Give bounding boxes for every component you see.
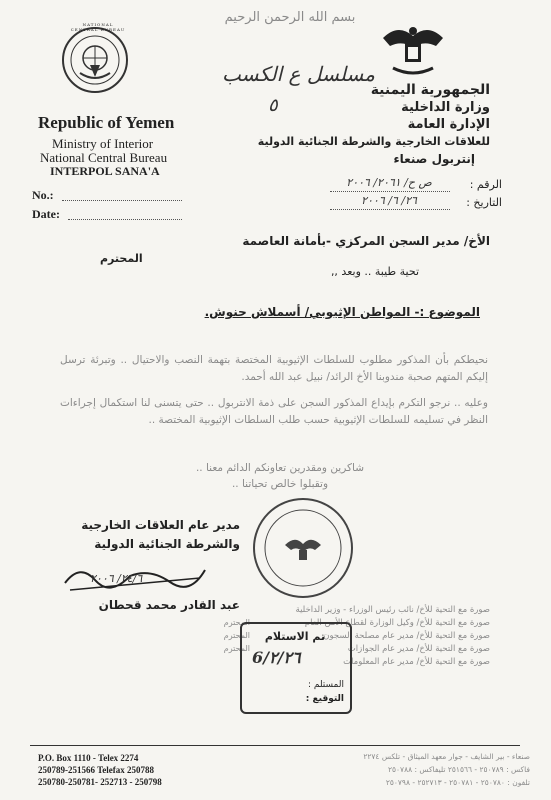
copy-honorific: المحترم (223, 618, 250, 627)
country-en: Republic of Yemen (38, 113, 175, 132)
closing-line-2: وتقبلوا خالص تحياتنا .. (231, 478, 329, 490)
ref-date-value: ٢٦/ ٦/ ٢٠٠٦ (361, 194, 417, 207)
date-field-line (68, 219, 182, 220)
signatory-title-2: والشرطة الجنائية الدولية (94, 537, 240, 551)
addressee: الأخ/ مدير السجن المركزي -بأمانة العاصمة (242, 234, 490, 248)
basmala: بسم الله الرحمن الرحيم (224, 10, 356, 25)
ministry-en: Ministry of Interior (52, 136, 154, 151)
footer-line: P.O. Box 1110 - Telex 2274 (38, 753, 139, 763)
department-ar: الإدارة العامة (407, 117, 490, 132)
relations-ar: للعلاقات الخارجية والشرطة الجنائية الدولية (257, 135, 490, 148)
copy-honorific: المحترم (223, 631, 250, 640)
interpol-emblem (60, 25, 130, 95)
bureau-en: National Central Bureau (40, 150, 168, 165)
ministry-ar: وزارة الداخلية (401, 100, 490, 115)
ref-date-line (330, 209, 450, 210)
official-stamp (253, 498, 353, 598)
copy-line: صورة مع التحية للأخ/ وكيل الوزارة لقطاع الأمن العام (304, 618, 490, 628)
yemen-eagle-icon (378, 18, 448, 80)
copy-line: صورة مع التحية للأخ/ نائب رئيس الوزراء - وزير الداخلية (295, 605, 490, 615)
received-label-signature: التوقيع : (305, 694, 344, 704)
subject: الموضوع :- المواطن الإثيوبي/ أسملاش حنوش. (204, 305, 480, 319)
signatory-title-1: مدير عام العلاقات الخارجية (81, 518, 240, 532)
date-label: Date: (32, 207, 60, 221)
addressee-honorific: المحترم (100, 252, 143, 265)
interpol-ar: إنتربول صنعاء (393, 152, 475, 166)
footer-line: 250780-250781- 252713 - 250798 (38, 777, 162, 787)
footer-line: صنعاء - بير الشايف - جوار معهد الميثاق - تلكس ٢٢٧٤ (363, 752, 530, 761)
no-field-line (62, 200, 182, 201)
signature-date: ٢٤/٦/ ٢٠٠٦ (90, 572, 143, 585)
copy-honorific: المحترم (223, 644, 250, 653)
footer-line: تلفون : ٢٥٠٧٨٠ - ٢٥٠٧٨١ - ٢٥٢٧١٣ - ٢٥٠٧٩٨ (385, 778, 530, 787)
signatory-name: عبد القادر محمد قحطان (98, 598, 240, 612)
ref-date-label: التاريخ : (466, 196, 502, 209)
received-stamp (240, 622, 352, 714)
body-paragraph-1: نحيطكم بأن المذكور مطلوب للسلطات الإثيوبية المختصة بتهمة النصب والاحتيال .. وتبرئة ترسل إليكم المتهم صحبة مندوبنا الأخ الرائد/ نبيل عبد الله أحمد. (60, 354, 488, 383)
handwritten-note: مسلسل ع الكسب (222, 62, 375, 86)
closing-line-1: شاكرين ومقدرين تعاونكم الدائم معنا .. (195, 462, 365, 474)
ref-value: ص ح/ ٢٠٦١/ ٢٠٠٦ (346, 176, 432, 189)
footer-contact-en (38, 752, 162, 788)
body-paragraph-2: وعليه .. نرجو التكرم بإيداع المذكور السجن على ذمة الانتربول .. حتى يتسنى لنا استكمال إجراءات النظر في تسليمه للسلطات الإثيوبية حسب طلب السلطات الإثيوبية المختصة .. (60, 397, 488, 426)
ref-label: الرقم : (469, 178, 502, 191)
copy-line: صورة مع التحية للأخ/ مدير عام الجوازات (347, 644, 490, 654)
received-stamp-title: تم الاستلام (264, 630, 326, 643)
footer-contact-ar (300, 750, 530, 789)
handwritten-digit: ٥ (268, 95, 278, 116)
copy-line: صورة مع التحية للأخ/ مدير عام المعلومات (343, 657, 490, 667)
country-ar: الجمهورية اليمنية (370, 82, 490, 98)
ref-line (330, 191, 450, 192)
no-label: No.: (32, 188, 54, 202)
emblem-caption: NATIONAL CENTRAL BUREAU (70, 22, 126, 32)
footer-line: 250789-251566 Telefax 250788 (38, 765, 154, 775)
interpol-en: INTERPOL SANA'A (50, 164, 160, 178)
greeting: تحية طيبة .. وبعد ,, (330, 265, 420, 278)
footer-rule (30, 745, 520, 746)
copy-line: صورة مع التحية للأخ/ مدير عام مصلحة السجون (323, 631, 490, 641)
received-label-recipient: المستلم : (307, 680, 344, 690)
received-handwritten-date: 6/٢/٢٦ (252, 648, 301, 667)
footer-line: فاكس : ٢٥٠٧٨٩ - ٢٥١٥٦٦ تليفاكس : ٢٥٠٧٨٨ (387, 765, 530, 774)
